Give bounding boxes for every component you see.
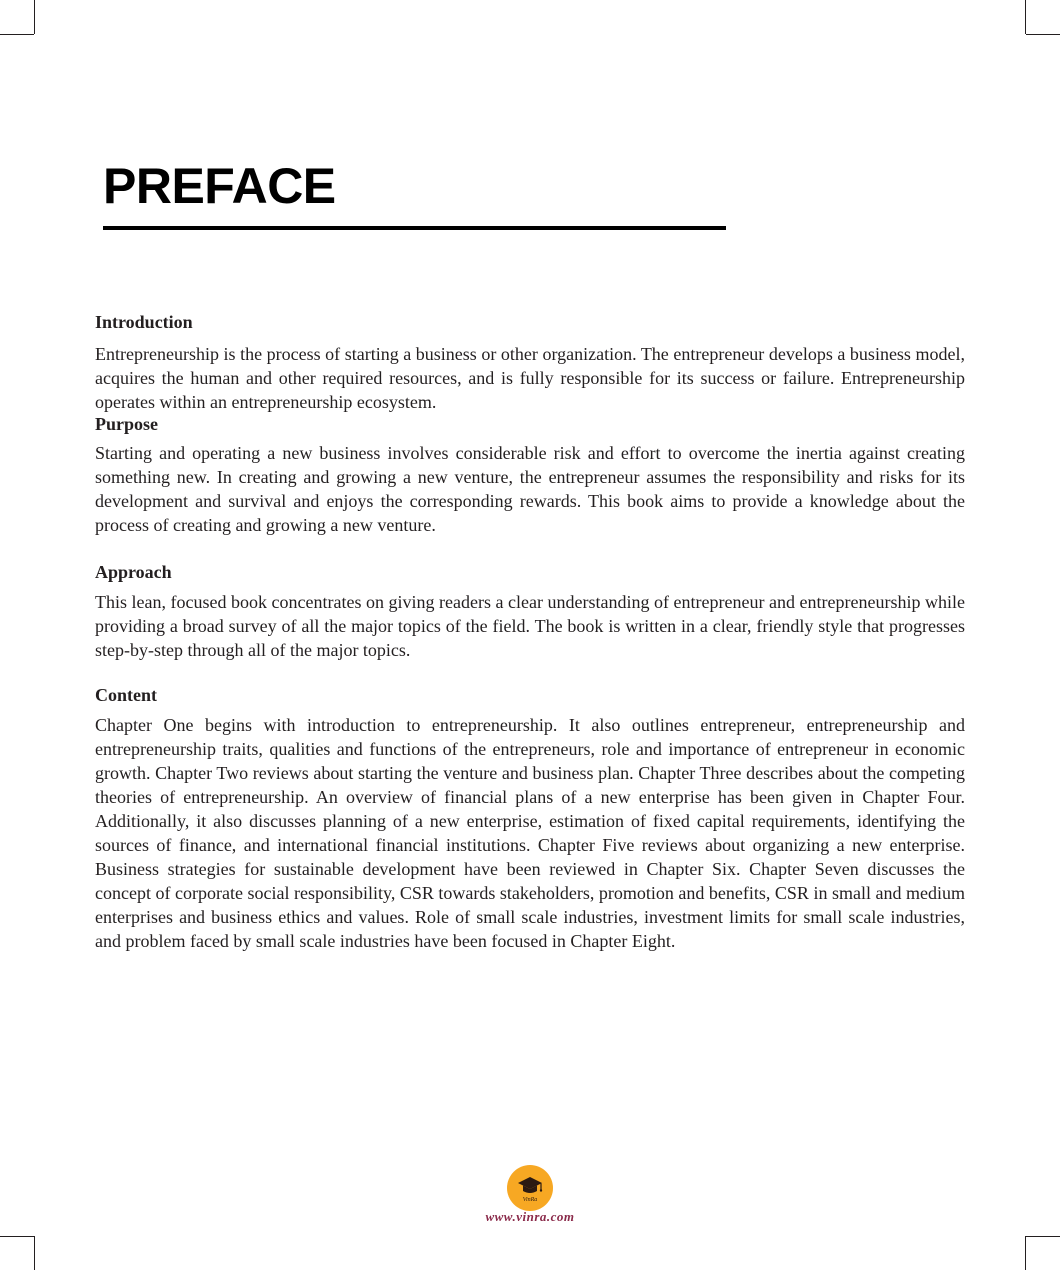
section-body-purpose: Starting and operating a new business involves considerable risk and effort to overcome the inertia against creating something new. In creating and growing a new venture, the entrepreneur assumes the responsibility and risks for its development and survival and enjoys the corresponding rewards. This book aims to provide a knowledge about the process of creating and growing a new venture.	[95, 443, 965, 535]
page-title: PREFACE	[103, 158, 336, 214]
crop-mark-bottom-right-horizontal	[1026, 1236, 1060, 1237]
crop-mark-top-left-horizontal	[0, 34, 34, 35]
preface-content	[95, 309, 965, 953]
section-heading-purpose: Purpose	[95, 414, 158, 434]
crop-mark-bottom-right-vertical	[1025, 1236, 1026, 1270]
section-heading-introduction: Introduction	[95, 312, 193, 332]
publisher-logo	[507, 1165, 553, 1211]
crop-mark-bottom-left-vertical	[34, 1236, 35, 1270]
section-heading-approach: Approach	[95, 562, 172, 582]
section-heading-content: Content	[95, 685, 157, 705]
crop-mark-bottom-left-horizontal	[0, 1236, 34, 1237]
title-underline	[103, 226, 726, 230]
crop-mark-top-left-vertical	[34, 0, 35, 34]
section-body-content: Chapter One begins with introduction to entrepreneurship. It also outlines entrepreneur, entrepreneurship and entrepreneurship traits, qualities and functions of the entrepreneurs, role and importance of entrepreneur in economic growth. Chapter Two reviews about starting the venture and business plan. Chapter Three describes about the competing theories of entrepreneurship. An overview of financial plans of a new enterprise has been given in Chapter Four. Additionally, it also discusses planning of a new enterprise, estimation of fixed capital requirements, identifying the sources of finance, and international financial institutions. Chapter Five reviews about organizing a new enterprise. Business strategies for sustainable development have been reviewed in Chapter Six. Chapter Seven discusses the concept of corporate social responsibility, CSR towards stakeholders, promotion and benefits, CSR in small and medium enterprises and business ethics and values. Role of small scale industries, investment limits for small scale industries, and problem faced by small scale industries have been focused in Chapter Eight.	[95, 715, 965, 951]
crop-mark-top-right-vertical	[1025, 0, 1026, 34]
publisher-url[interactable]: www.vinra.com	[485, 1209, 575, 1224]
crop-mark-top-right-horizontal	[1026, 34, 1060, 35]
section-body-approach: This lean, focused book concentrates on giving readers a clear understanding of entrepreneur and entrepreneurship while providing a broad survey of all the major topics of the field. The book is written in a clear, friendly style that progresses step-by-step through all of the major topics.	[95, 592, 965, 660]
section-body-introduction: Entrepreneurship is the process of starting a business or other organization. The entrepreneur develops a business model, acquires the human and other required resources, and is fully responsible for its success or failure. Entrepreneurship operates within an entrepreneurship ecosystem.	[95, 344, 965, 412]
graduation-cap-icon	[507, 1165, 553, 1211]
logo-wordmark: VinRa	[522, 1197, 538, 1203]
